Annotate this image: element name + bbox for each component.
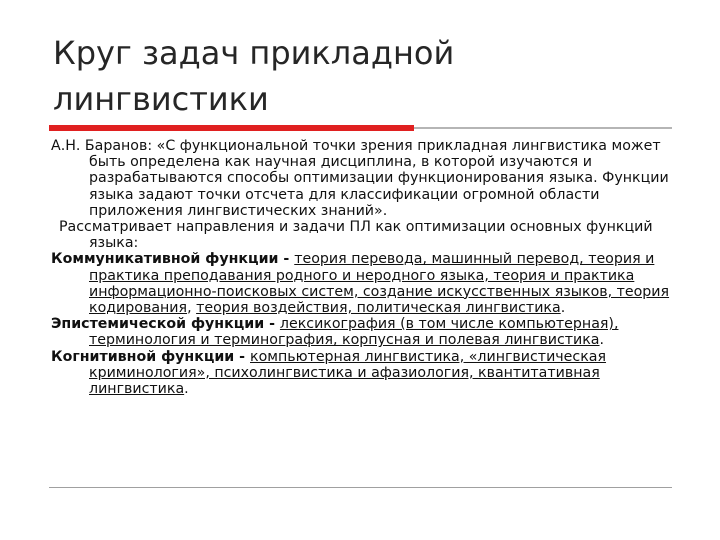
communicative-separator: - — [278, 251, 295, 268]
cognitive-end: . — [184, 381, 189, 398]
epistemic-link-1[interactable]: лексикография (в том числе компьютерная), терминология и терминография, корпусная и полевая лингвистика — [89, 316, 619, 349]
cognitive-separator: - — [234, 348, 251, 365]
epistemic-end: . — [599, 332, 605, 349]
cognitive-label: Когнитивной функции — [51, 348, 235, 365]
communicative-link-1[interactable]: теория перевода, машинный перевод, теория и практика преподавания родного и неродного языка, теория и практика информационно-поисковых систем, создание искусственных языков, теория кодирования — [89, 251, 670, 317]
cognitive-paragraph — [51, 349, 681, 398]
slide-title-line-2: лингвистики — [53, 80, 269, 118]
cognitive-link-1[interactable]: компьютерная лингвистика, «лингвистическая криминология», психолингвистика и афазиология, квантитативная лингвистика — [89, 348, 607, 398]
slide-title-line-1: Круг задач прикладной — [53, 34, 455, 72]
slide-title — [53, 30, 653, 122]
communicative-end: . — [560, 300, 566, 317]
epistemic-paragraph — [51, 316, 681, 348]
considers-paragraph — [51, 219, 681, 251]
epistemic-label: Эпистемической функции — [51, 316, 265, 333]
slide-body — [51, 138, 681, 397]
epistemic-separator: - — [264, 316, 280, 333]
intro-paragraph — [51, 138, 681, 219]
communicative-label: Коммуникативной функции — [51, 251, 279, 268]
considers-text: Рассматривает направления и задачи ПЛ как оптимизации основных функций языка: — [59, 219, 653, 252]
communicative-link-2[interactable]: теория воздействия, политическая лингвистика — [196, 300, 561, 317]
footer-rule — [49, 487, 672, 488]
title-secondary-rule — [414, 127, 672, 129]
intro-text: А.Н. Баранов: «С функциональной точки зрения прикладная лингвистика может быть определена как научная дисциплина, в которой изучаются и разрабатываются способы оптимизации функционирования языка. Функции языка задают точки отсчета для классификации огромной области приложения лингвистических знаний». — [51, 138, 669, 219]
communicative-joiner: , — [187, 300, 197, 317]
communicative-paragraph — [51, 251, 681, 316]
title-accent-rule — [49, 125, 414, 131]
